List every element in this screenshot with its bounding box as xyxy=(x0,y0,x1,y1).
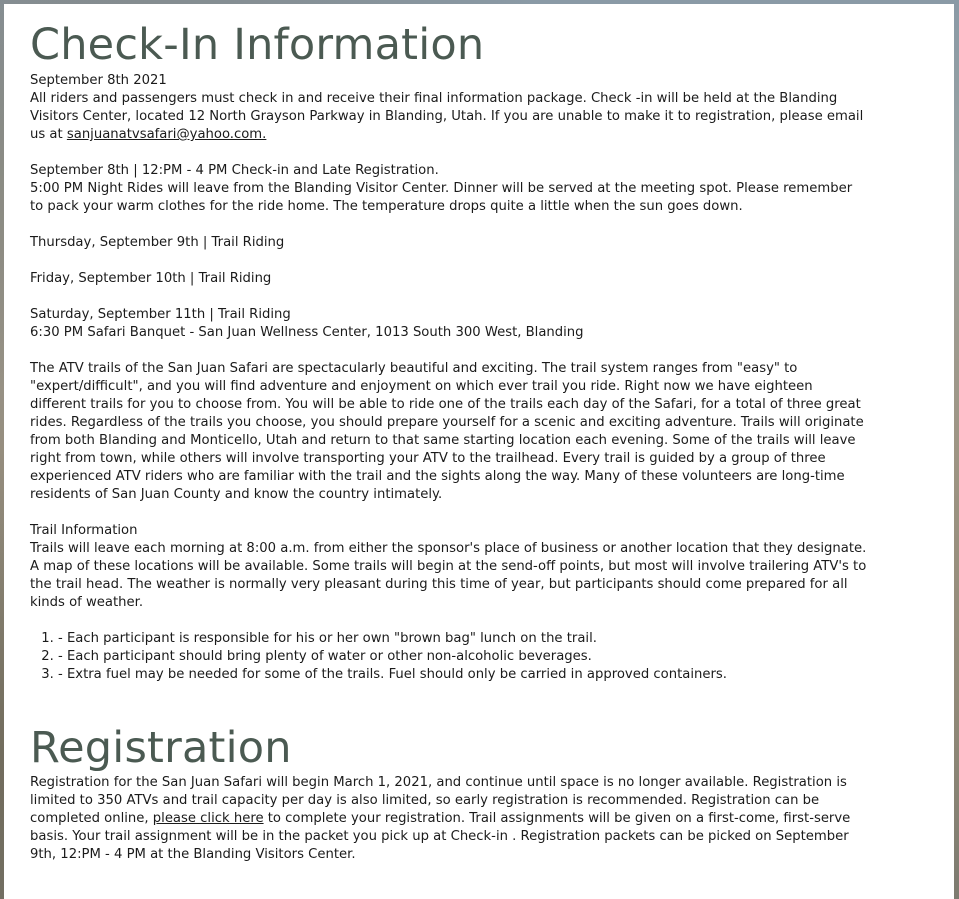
registration-line: Registration for the San Juan Safari will begin March 1, 2021, and continue until space is no longer available. Registration is xyxy=(30,775,847,790)
trails-description xyxy=(30,360,930,504)
event-date: September 8th 2021 xyxy=(30,73,167,88)
trail-info-line: the trail head. The weather is normally very pleasant during this time of year, but participants should come prepared for all xyxy=(30,577,848,592)
checkin-intro xyxy=(30,72,930,144)
registration-link-line xyxy=(30,810,930,828)
trail-info-line: Trails will leave each morning at 8:00 a.m. from either the sponsor's place of business or another location that they designate. xyxy=(30,541,867,556)
thursday-line: Thursday, September 9th | Trail Riding xyxy=(30,235,285,250)
list-item: 1. - Each participant is responsible for his or her own "brown bag" lunch on the trail. xyxy=(58,630,727,648)
description-line: right from town, while others will involve transporting your ATV to the trailhead. Every trail is guided by a group of three xyxy=(30,451,826,466)
thursday-schedule xyxy=(30,234,930,252)
sep8-line: to pack your warm clothes for the ride home. The temperature drops quite a little when the sun goes down. xyxy=(30,199,743,214)
sep8-schedule xyxy=(30,162,930,216)
registration-line: 9th, 12:PM - 4 PM at the Blanding Visitors Center. xyxy=(30,847,356,862)
link-prefix: completed online, xyxy=(30,811,153,826)
participant-requirements-list xyxy=(30,630,727,684)
email-line xyxy=(30,126,930,144)
description-line: different trails for you to choose from. You will be able to ride one of the trails each day of the Safari, for a total of three great xyxy=(30,397,861,412)
friday-schedule xyxy=(30,270,930,288)
trail-info-heading: Trail Information xyxy=(30,523,138,538)
intro-line: All riders and passengers must check in and receive their final information package. Check -in will be held at the Blanding xyxy=(30,91,838,106)
list-item: 3. - Extra fuel may be needed for some of the trails. Fuel should only be carried in approved containers. xyxy=(58,666,727,684)
sep8-heading: September 8th | 12:PM - 4 PM Check-in and Late Registration. xyxy=(30,163,439,178)
banquet-line: 6:30 PM Safari Banquet - San Juan Wellness Center, 1013 South 300 West, Blanding xyxy=(30,325,584,340)
trail-info-line: A map of these locations will be available. Some trails will begin at the send-off points, but most will involve trailering ATV's to xyxy=(30,559,867,574)
description-line: experienced ATV riders who are familiar with the trail and the sights along the way. Many of these volunteers are long-time xyxy=(30,469,845,484)
description-line: from both Blanding and Monticello, Utah and return to that same starting location each evening. Some of the trails will leave xyxy=(30,433,856,448)
registration-heading: Registration xyxy=(30,723,292,773)
registration-text xyxy=(30,774,930,864)
content-panel xyxy=(4,4,954,899)
saturday-schedule xyxy=(30,306,930,342)
list-item: 2. - Each participant should bring plenty of water or other non-alcoholic beverages. xyxy=(58,648,727,666)
description-line: rides. Regardless of the trails you choose, you should prepare yourself for a scenic and exciting adventure. Trails will originate xyxy=(30,415,864,430)
description-line: The ATV trails of the San Juan Safari are spectacularly beautiful and exciting. The trail system ranges from "easy" to xyxy=(30,361,798,376)
trail-info-line: kinds of weather. xyxy=(30,595,144,610)
sep8-line: 5:00 PM Night Rides will leave from the Blanding Visitor Center. Dinner will be served at the meeting spot. Please remember xyxy=(30,181,853,196)
checkin-heading: Check-In Information xyxy=(30,20,485,70)
description-line: residents of San Juan County and know the country intimately. xyxy=(30,487,443,502)
link-suffix: to complete your registration. Trail assignments will be given on a first-come, first-serve xyxy=(263,811,851,826)
saturday-line: Saturday, September 11th | Trail Riding xyxy=(30,307,291,322)
friday-line: Friday, September 10th | Trail Riding xyxy=(30,271,272,286)
description-line: "expert/difficult", and you will find adventure and enjoyment on which ever trail you ride. Right now we have eighteen xyxy=(30,379,813,394)
registration-link[interactable]: please click here xyxy=(152,811,264,826)
trail-information xyxy=(30,522,930,612)
email-link[interactable]: sanjuanatvsafari@yahoo.com. xyxy=(66,127,267,142)
intro-line: Visitors Center, located 12 North Grayson Parkway in Blanding, Utah. If you are unable to make it to registration, please email xyxy=(30,109,864,124)
registration-line: basis. Your trail assignment will be in the packet you pick up at Check-in . Registration packets can be picked on September xyxy=(30,829,849,844)
email-prefix: us at xyxy=(30,127,67,142)
registration-line: limited to 350 ATVs and trail capacity per day is also limited, so early registration is recommended. Registration can be xyxy=(30,793,820,808)
